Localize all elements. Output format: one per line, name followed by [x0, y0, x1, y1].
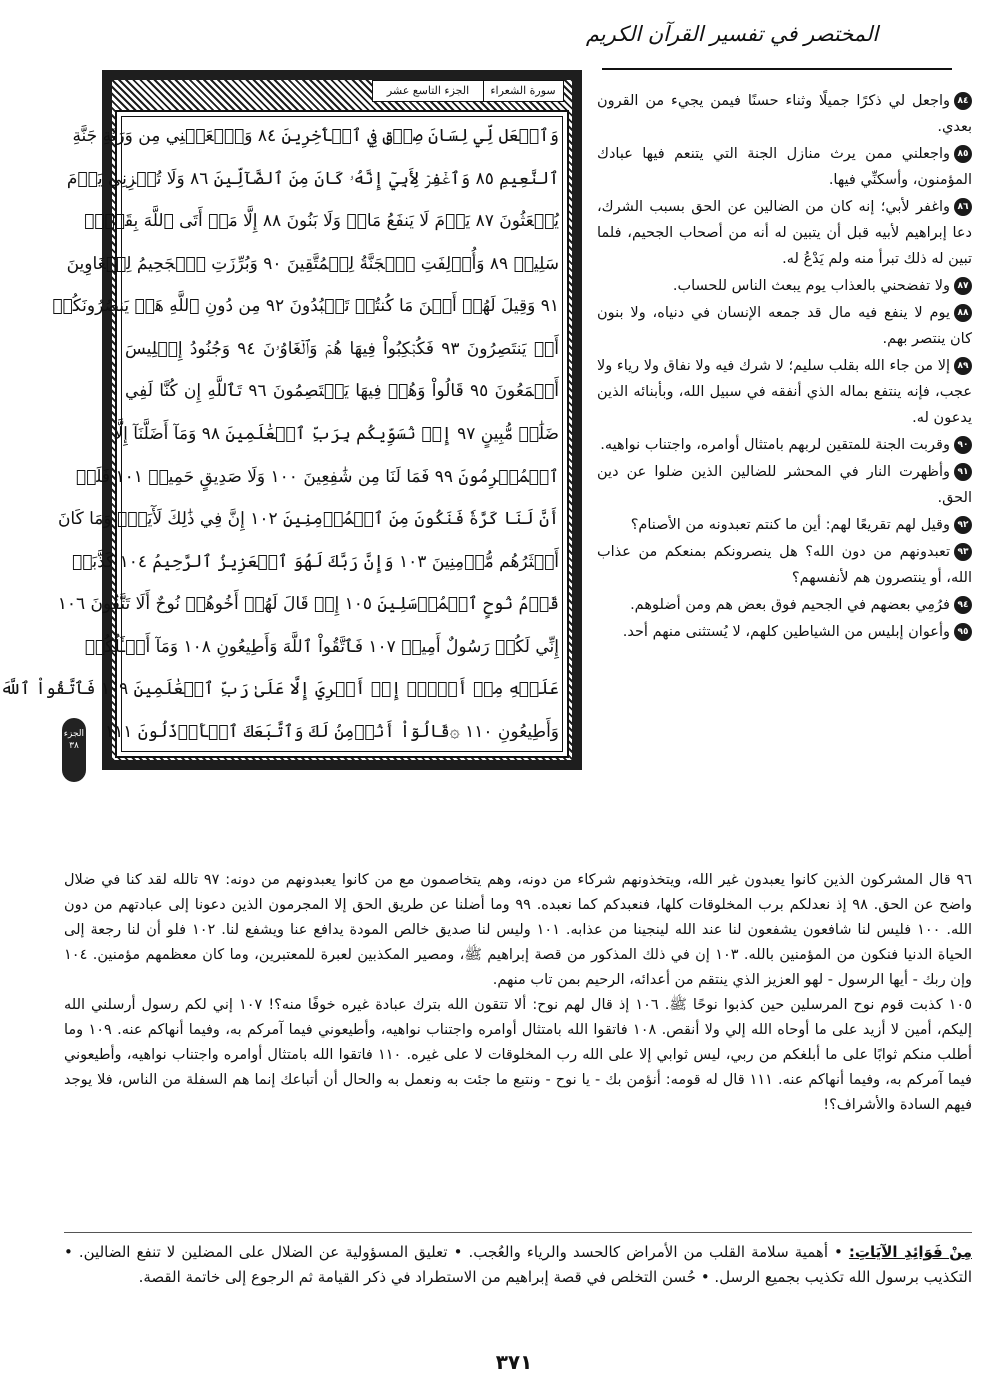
tafsir-paragraph: ١٠٥ كذبت قوم نوح المرسلين حين كذبوا نوحًا ﷺ. ١٠٦ إذ قال لهم نوح: ألا تتقون الله بترك عبادة غيره خوفًا منه؟! ١٠٧ إني لكم رسول أرسلني الله إليكم، أمين لا أزيد على ما أوحاه الله إلي ولا أنقص. ١٠٨ فاتقوا الله بامتثال أوامره واجتناب نواهيه، وأطيعوني فيما آمركم به، وفيما أنهاكم عنه. ١٠٩ وما أطلب منكم ثوابًا على ما أبلغكم من ربي، ليس ثوابي إلا على الله رب المخلوقات لا على غيره. ١١٠ فاتقوا الله بامتثال أوامره واجتناب نواهيه، وأطيعوني فيما آمركم به، وفيما أنهاكم عنه. ١١١ قال له قومه: أنؤمن بك - يا نوح - ونتبع ما جئت به ونعمل به والحال أن أتباعك إنما هم السفلة من الناس، فلا يوجد فيهم السادة والأشراف؟!: [64, 997, 972, 1113]
tafsir-item: ٨٦واغفر لأبي؛ إنه كان من الضالين عن الحق بسبب الشرك، دعا إبراهيم لأبيه قبل أن يتبين له أنه من أصحاب الجحيم، فلما تبين له ذلك تبرأ منه ولم يَدْعُ له.: [597, 199, 972, 267]
verse-number-badge: ٩٢: [954, 516, 972, 534]
tafsir-item: ٩٤فرُمِي بعضهم في الجحيم فوق بعض هم ومن أضلوهم.: [597, 592, 972, 618]
verse-number-badge: ٨٥: [954, 145, 972, 163]
verse-number-badge: ٨٩: [954, 357, 972, 375]
verse-line: أَنَّ لَنَا كَرَّةٗ فَنَكُونَ مِنَ ٱلۡمُؤۡمِنِينَ ١٠٢ إِنَّ فِي ذَٰلِكَ لَأٓيَةٗۖ وَمَا كَانَ: [57, 509, 559, 530]
verse-line: أَجۡمَعُونَ ٩٥ قَالُواْ وَهُمۡ فِيهَا يَخۡتَصِمُونَ ٩٦ تَٱللَّهِ إِن كُنَّا لَفِي: [125, 381, 559, 402]
juz-label: الجزء التاسع عشر: [372, 80, 484, 102]
benefits-text: • أهمية سلامة القلب من الأمراض كالحسد والرياء والعُجب. • تعليق المسؤولية عن الضلال على المضلين لا تنفع الضالين. • التكذيب برسول الله تكذيب بجميع الرسل. • حُسن التخلص في قصة إبراهيم من الاستطراد في ذكر القيامة ثم الرجوع إلى خاتمة القصة.: [64, 1243, 972, 1286]
tafsir-item: ٨٤واجعل لي ذكرًا جميلًا وثناء حسنًا فيمن يجيء من القرون بعدي.: [597, 93, 972, 135]
verse-line: أَكۡثَرُهُم مُّؤۡمِنِينَ ١٠٣ وَإِنَّ رَبَّكَ لَهُوَ ٱلۡعَزِيزُ ٱلرَّحِيمُ ١٠٤ كَذَّبَتۡ: [72, 551, 559, 572]
verse-line: إِنِّي لَكُمۡ رَسُولٌ أَمِينٞ ١٠٧ فَٱتَّقُواْ ٱللَّهَ وَأَطِيعُونِ ١٠٨ وَمَآ أَسۡـَٔلُكُمۡ: [84, 636, 559, 657]
tafsir-paragraph: ٩٦ قال المشركون الذين كانوا يعبدون غير الله، ويتخذونهم شركاء من دونه، وهم يتخاصمون مع من كانوا يعبدونهم من دونه: ٩٧ تالله لقد كنا في ضلال واضح عن الحق. ٩٨ إذ نعدلكم برب المخلوقات كلها، فنعبدكم كما نعبده. ٩٩ وما أضلنا عن طريق الحق إلا المجرمون الذين دعونا إلى عبادتهم من دون الله. ١٠٠ فليس لنا شافعون يشفعون لنا عند الله لينجينا من عذابه. ١٠١ وليس لنا صديق خالص المودة يدافع عنا ويشفع لنا. ١٠٢ فلو أن لنا رجعة إلى الحياة الدنيا فنكون من المؤمنين بالله. ١٠٣ إن في ذلك المذكور من قصة إبراهيم ﷺ، ومصير المكذبين لعبرة للمعتبرين، وما كان معظمهم مؤمنين. ١٠٤ وإن ربك - أيها الرسول - لهو العزيز الذي ينتقم من أعدائه، الرحيم بمن تاب منهم.: [64, 872, 973, 988]
verse-line: وَأَطِيعُونِ ١١٠ ۞قَالُوٓاْ أَنُؤۡمِنُ لَكَ وَٱتَّبَعَكَ ٱلۡأَرۡذَلُونَ ١١١: [105, 721, 559, 742]
tafsir-item: ٨٩إلا من جاء الله بقلب سليم؛ لا شرك فيه ولا نفاق ولا رياء ولا عجب، فإنه ينتفع بماله الذي أنفقه في سبيل الله، وبأبنائه الذين يدعون له.: [597, 358, 972, 426]
verse-number-badge: ٩٣: [954, 543, 972, 561]
benefits-divider: [64, 1232, 972, 1233]
juz-ornament-icon: [54, 710, 94, 790]
verse-number-badge: ٩١: [954, 463, 972, 481]
verse-line: قَوۡمُ نُوحٍ ٱلۡمُرۡسَلِينَ ١٠٥ إِذۡ قَالَ لَهُمۡ أَخُوهُمۡ نُوحٌ أَلَا تَتَّقُونَ ١٠٦: [57, 594, 559, 615]
verse-number-badge: ٨٨: [954, 304, 972, 322]
tafsir-item: ٨٨يوم لا ينفع فيه مال قد جمعه الإنسان في دنياه، ولا بنون كان ينتصر بهم.: [597, 305, 972, 347]
verse-line: ضَلَٰلٖ مُّبِينٍ ٩٧ إِذۡ نُسَوِّيكُم بِرَبِّ ٱلۡعَٰلَمِينَ ٩٨ وَمَآ أَضَلَّنَآ إِلَّا: [113, 423, 559, 444]
verse-line: عَلَيۡهِ مِنۡ أَجۡرٍۖ إِنۡ أَجۡرِيَ إِلَّا عَلَىٰ رَبِّ ٱلۡعَٰلَمِينَ ١٠٩ فَٱتَّقُواْ ٱللَّهَ: [0, 679, 559, 700]
header-rule: [602, 68, 952, 70]
tafsir-item: ٨٧ولا تفضحني بالعذاب يوم يبعث الناس للحساب.: [597, 273, 972, 299]
side-juz-label: الجزء ٣٨: [63, 729, 84, 751]
tafsir-full-width: [64, 868, 972, 1118]
verse-line: ٱلۡمُجۡرِمُونَ ٩٩ فَمَا لَنَا مِن شَٰفِعِينَ ١٠٠ وَلَا صَدِيقٍ حَمِيمٖ ١٠١ فَلَوۡ: [75, 466, 559, 487]
tafsir-item: ٩٠وقربت الجنة للمتقين لربهم بامتثال أوامره، واجتناب نواهيه.: [597, 432, 972, 458]
page-number: ٣٧١: [495, 1350, 533, 1374]
verse-number-badge: ٩٤: [954, 596, 972, 614]
tafsir-item: ٩١وأظهرت النار في المحشر للضالين الذين ضلوا عن دين الحق.: [597, 464, 972, 506]
tafsir-item: ٩٥وأعوان إبليس من الشياطين كلهم، لا يُستثنى منهم أحد.: [597, 619, 972, 645]
verse-benefits: [64, 1240, 972, 1290]
verse-number-badge: ٨٤: [954, 92, 972, 110]
verse-line: ٱلنَّعِيمِ ٨٥ وَٱغۡفِرۡ لِأَبِيٓ إِنَّهُۥ كَانَ مِنَ ٱلضَّآلِّينَ ٨٦ وَلَا تُخۡزِنِي يَوۡمَ: [66, 168, 559, 189]
tafsir-item: ٩٣تعبدونهم من دون الله؟ هل ينصرونكم بمنعكم من عذاب الله، أو ينتصرون هم لأنفسهم؟: [597, 544, 972, 586]
verse-line: وَٱجۡعَل لِّي لِسَانَ صِدۡقٖ فِي ٱلۡأٓخِرِينَ ٨٤ وَٱجۡعَلۡنِي مِن وَرَثَةِ جَنَّةِ: [72, 126, 559, 146]
verse-line: أَوۡ يَنتَصِرُونَ ٩٣ فَكُبۡكِبُواْ فِيهَا هُمۡ وَٱلۡغَاوُۥنَ ٩٤ وَجُنُودُ إِبۡلِيسَ: [125, 338, 559, 359]
verse-number-badge: ٨٧: [954, 277, 972, 295]
surah-label: سورة الشعراء: [482, 80, 564, 102]
tafsir-item: ٨٥واجعلني ممن يرث منازل الجنة التي يتنعم فيها عبادك المؤمنون، وأسكنِّي فيها.: [597, 146, 972, 188]
benefits-heading: مِنْ فَوَائِدِ الآيَاتِ:: [848, 1243, 972, 1261]
book-title: المختصر في تفسير القرآن الكريم: [585, 22, 879, 46]
verse-number-badge: ٨٦: [954, 198, 972, 216]
verse-line: يُبۡعَثُونَ ٨٧ يَوۡمَ لَا يَنفَعُ مَالٞ وَلَا بَنُونَ ٨٨ إِلَّا مَنۡ أَتَى ٱللَّهَ بِقَلۡبٖ: [84, 211, 559, 232]
verse-line: ٩١ وَقِيلَ لَهُمۡ أَيۡنَ مَا كُنتُمۡ تَعۡبُدُونَ ٩٢ مِن دُونِ ٱللَّهِ هَلۡ يَنصُرُونَكُمۡ: [52, 296, 559, 317]
tafsir-item: ٩٢وقيل لهم تقريعًا لهم: أين ما كنتم تعبدونه من الأصنام؟: [597, 512, 972, 538]
tafsir-side-column: [597, 88, 972, 646]
verse-number-badge: ٩٥: [954, 623, 972, 641]
verse-number-badge: ٩٠: [954, 436, 972, 454]
verse-line: سَلِيمٖ ٨٩ وَأُزۡلِفَتِ ٱلۡجَنَّةُ لِلۡمُتَّقِينَ ٩٠ وَبُرِّزَتِ ٱلۡجَحِيمُ لِلۡغَاوِينَ: [66, 253, 559, 274]
